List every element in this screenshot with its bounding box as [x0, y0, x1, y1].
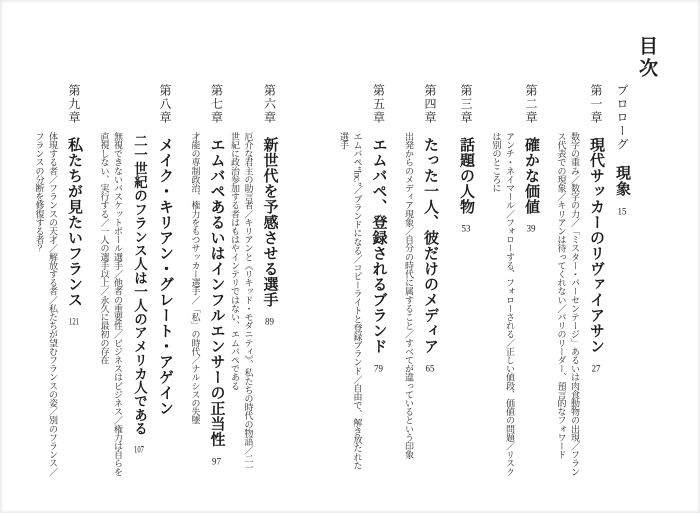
chapter-title-line2: 二一世紀のフランス人は一人のアメリカ人である [132, 134, 147, 436]
toc-entry-chapter-3 [455, 0, 477, 513]
chapter-title-column [368, 84, 390, 513]
page-title: 目次 [636, 36, 657, 80]
toc-entry-chapter-4 [402, 0, 442, 513]
chapter-page-number: 121 [69, 317, 79, 326]
toc-entry-chapter-5 [337, 0, 390, 513]
toc-page-right [337, 0, 661, 513]
chapter-subtitle: 体現する者／フランスの天才／解放する者／私たちが望むフランスの姿／別のフランス／フランスの分断を修復する者？ [34, 132, 58, 477]
prologue-page-number: 15 [617, 206, 627, 216]
chapter-label: 第三章 [459, 84, 473, 125]
toc-entry-chapter-7 [188, 0, 228, 513]
chapter-title-column [455, 84, 477, 513]
chapter-page-number: 65 [425, 363, 435, 373]
chapter-title: エムバペ、登録されるブランド [370, 136, 387, 354]
prologue-label: プロローグ [615, 84, 629, 152]
chapter-label: 第七章 [209, 84, 224, 125]
toc-entry-chapter-9 [32, 0, 85, 513]
chapter-label: 第六章 [262, 84, 277, 125]
chapter-title-column [419, 84, 441, 513]
chapter-page-number: 27 [591, 363, 601, 373]
chapter-page-number: 39 [526, 224, 536, 233]
chapter-subtitle: アンチ・ネイマール／フォローする、フォローされる／正しい値段、価値の問題／リスクは別のところに [491, 132, 515, 477]
toc-entry-chapter-6 [228, 0, 281, 513]
chapter-page-number: 53 [461, 224, 471, 233]
chapter-label: 第八章 [158, 84, 172, 125]
chapter-label: 第九章 [67, 84, 81, 125]
chapter-subtitle: 数字の重み／数字の力／「ミスター・パーセンテージ」あるいは肉食動物の出現／フランス代表での現象／キリアンは待ってくれない／パリのリーダー、預言的なフォワード [556, 132, 580, 477]
chapter-title: 現代サッカーのリヴァイアサン [588, 136, 604, 354]
chapter-page-number: 107 [134, 445, 144, 455]
chapter-subtitle: 才能の専制政治、権力をもつサッカー選手／「私」の時代／ナルシスの失墜 [190, 132, 201, 425]
chapter-title-column [206, 84, 228, 513]
chapter-title-column [585, 84, 607, 513]
chapter-label: 第五章 [371, 84, 386, 125]
chapter-subtitle: 出発からのメディア現象／自分の時代に属すること／すべてが違っているという印象 [404, 132, 414, 459]
toc-entry-prologue [611, 0, 633, 513]
chapter-title-column [259, 84, 281, 513]
toc-entry-chapter-8 [97, 0, 176, 513]
chapter-title-column [154, 84, 176, 513]
prologue-column [611, 84, 633, 513]
chapter-label: 第四章 [423, 84, 437, 125]
chapter-subtitle: 厄介な君主の助言者／キリアンと《リキッド・モダニティ》、私たちの時代の物語／二一世紀に政治参加する者はもはやインテリではない、エムバペである [230, 132, 254, 472]
chapter-page-number: 89 [265, 317, 274, 326]
chapter-page-number: 79 [374, 363, 383, 373]
chapter-title-column-line2 [128, 84, 150, 513]
toc-page-left [32, 0, 281, 513]
chapter-title: 話題の人物 [458, 136, 474, 214]
chapter-title: エムバペあるいはインフルエンサーの正当性 [208, 136, 225, 447]
chapter-title: 新世代を予感させる選手 [261, 136, 278, 307]
chapter-page-number: 97 [212, 456, 221, 466]
chapter-label: 第一章 [589, 84, 603, 125]
chapter-label: 第二章 [524, 84, 538, 125]
chapter-title: たった一人、彼だけのメディア [422, 136, 438, 354]
chapter-title: 確かな価値 [523, 136, 539, 214]
toc-entry-chapter-2 [489, 0, 542, 513]
chapter-title-column [63, 84, 85, 513]
toc-entry-chapter-1 [554, 0, 607, 513]
chapter-title: 私たちが見たいフランス [66, 136, 82, 307]
chapter-title-column [520, 84, 542, 513]
chapter-subtitle: エムバペ“Inc.”／ブランドになる／コピーライトと登録ブランド／自由で、解き放たれた選手 [339, 132, 363, 470]
chapter-title: メイク・キリアン・グレート・アゲイン [157, 136, 173, 416]
prologue-title: 現象 [614, 164, 630, 197]
chapter-subtitle: 無視できないバスケットボール選手／他者の重要性／ビジネスはビジネス／権力は自らを直視しない、実行する／一人の選手以上／永久に最初の存在 [99, 132, 123, 477]
